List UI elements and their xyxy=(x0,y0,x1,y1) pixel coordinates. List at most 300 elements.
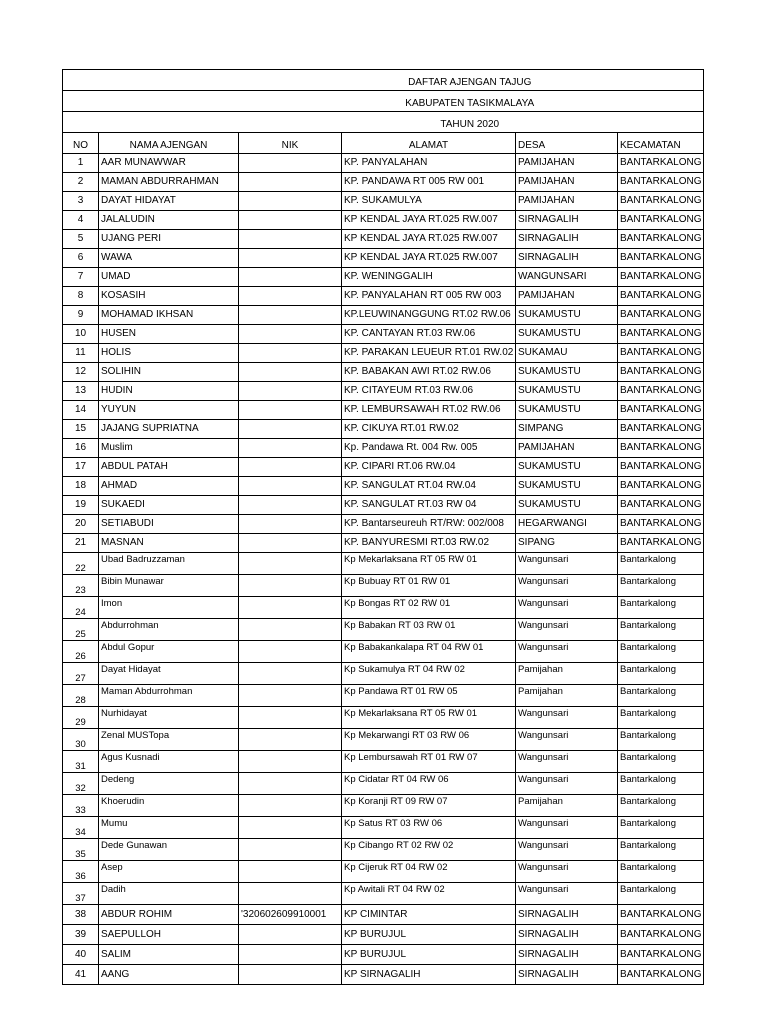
cell-nik[interactable] xyxy=(239,173,342,192)
cell-alamat[interactable]: Kp Awitali RT 04 RW 02 xyxy=(342,883,516,905)
table-row xyxy=(63,925,704,945)
table-row xyxy=(63,619,704,641)
cell-alamat[interactable]: KP KENDAL JAYA RT.025 RW.007 xyxy=(342,230,516,249)
cell-desa[interactable]: Wangunsari xyxy=(516,707,618,729)
cell-no[interactable]: 29 xyxy=(63,707,99,729)
table-row xyxy=(63,344,704,363)
cell-desa[interactable]: PAMIJAHAN xyxy=(516,154,618,173)
cell-desa[interactable]: SUKAMUSTU xyxy=(516,401,618,420)
cell-desa[interactable]: SIRNAGALIH xyxy=(516,965,618,985)
cell-nik[interactable] xyxy=(239,707,342,729)
cell-nik[interactable] xyxy=(239,883,342,905)
cell-desa[interactable]: PAMIJAHAN xyxy=(516,439,618,458)
cell-alamat[interactable]: Kp Sukamulya RT 04 RW 02 xyxy=(342,663,516,685)
table-row xyxy=(63,306,704,325)
cell-nama[interactable]: Agus Kusnadi xyxy=(99,751,239,773)
cell-alamat[interactable]: Kp Lembursawah RT 01 RW 07 xyxy=(342,751,516,773)
cell-nama[interactable]: ABDUR ROHIM xyxy=(99,905,239,925)
cell-kecamatan[interactable]: BANTARKALONG xyxy=(618,249,704,268)
cell-kecamatan[interactable]: BANTARKALONG xyxy=(618,458,704,477)
cell-no[interactable]: 8 xyxy=(63,287,99,306)
cell-kecamatan[interactable]: BANTARKALONG xyxy=(618,211,704,230)
cell-no[interactable]: 34 xyxy=(63,817,99,839)
cell-desa[interactable]: SIRNAGALIH xyxy=(516,945,618,965)
cell-desa[interactable]: HEGARWANGI xyxy=(516,515,618,534)
cell-kecamatan[interactable]: BANTARKALONG xyxy=(618,945,704,965)
cell-desa[interactable]: SIRNAGALIH xyxy=(516,230,618,249)
cell-alamat[interactable]: Kp Mekarlaksana RT 05 RW 01 xyxy=(342,553,516,575)
cell-nik[interactable] xyxy=(239,619,342,641)
cell-kecamatan[interactable]: Bantarkalong xyxy=(618,795,704,817)
cell-kecamatan[interactable]: Bantarkalong xyxy=(618,663,704,685)
cell-kecamatan[interactable]: Bantarkalong xyxy=(618,751,704,773)
cell-desa[interactable]: Wangunsari xyxy=(516,553,618,575)
cell-no[interactable]: 6 xyxy=(63,249,99,268)
table-row xyxy=(63,154,704,173)
cell-alamat[interactable]: Kp. Pandawa Rt. 004 Rw. 005 xyxy=(342,439,516,458)
table-row xyxy=(63,192,704,211)
cell-no[interactable]: 32 xyxy=(63,773,99,795)
cell-nama[interactable]: SUKAEDI xyxy=(99,496,239,515)
cell-kecamatan[interactable]: Bantarkalong xyxy=(618,729,704,751)
cell-nama[interactable]: YUYUN xyxy=(99,401,239,420)
cell-nama[interactable]: HUSEN xyxy=(99,325,239,344)
cell-alamat[interactable]: KP. CIPARI RT.06 RW.04 xyxy=(342,458,516,477)
cell-no[interactable]: 25 xyxy=(63,619,99,641)
cell-nama[interactable]: MOHAMAD IKHSAN xyxy=(99,306,239,325)
cell-alamat[interactable]: KP. PANDAWA RT 005 RW 001 xyxy=(342,173,516,192)
cell-alamat[interactable]: KP BURUJUL xyxy=(342,925,516,945)
cell-alamat[interactable]: KP.LEUWINANGGUNG RT.02 RW.06 xyxy=(342,306,516,325)
cell-no[interactable]: 19 xyxy=(63,496,99,515)
cell-alamat[interactable]: KP CIMINTAR xyxy=(342,905,516,925)
cell-alamat[interactable]: KP. PANYALAHAN RT 005 RW 003 xyxy=(342,287,516,306)
cell-no[interactable]: 27 xyxy=(63,663,99,685)
cell-alamat[interactable]: Kp Satus RT 03 RW 06 xyxy=(342,817,516,839)
report-title: DAFTAR AJENGAN TAJUG xyxy=(99,70,704,91)
cell-desa[interactable]: SIMPANG xyxy=(516,420,618,439)
cell-nik[interactable] xyxy=(239,382,342,401)
cell-kecamatan[interactable]: Bantarkalong xyxy=(618,707,704,729)
cell-no[interactable]: 37 xyxy=(63,883,99,905)
cell-desa[interactable]: Wangunsari xyxy=(516,839,618,861)
cell-desa[interactable]: Wangunsari xyxy=(516,729,618,751)
cell-desa[interactable]: Pamijahan xyxy=(516,663,618,685)
cell-no[interactable]: 2 xyxy=(63,173,99,192)
table-row xyxy=(63,515,704,534)
cell-nik[interactable] xyxy=(239,230,342,249)
cell-nama[interactable]: Asep xyxy=(99,861,239,883)
table-row xyxy=(63,173,704,192)
table-row xyxy=(63,439,704,458)
cell-kecamatan[interactable]: BANTARKALONG xyxy=(618,192,704,211)
table-row xyxy=(63,751,704,773)
table-row xyxy=(63,249,704,268)
cell-nama[interactable]: MASNAN xyxy=(99,534,239,553)
cell-desa[interactable]: SUKAMUSTU xyxy=(516,496,618,515)
cell-alamat[interactable]: KP SIRNAGALIH xyxy=(342,965,516,985)
cell-nik[interactable] xyxy=(239,458,342,477)
cell-no[interactable]: 41 xyxy=(63,965,99,985)
cell-nama[interactable]: MAMAN ABDURRAHMAN xyxy=(99,173,239,192)
cell-kecamatan[interactable]: BANTARKALONG xyxy=(618,325,704,344)
cell-no[interactable]: 7 xyxy=(63,268,99,287)
cell-alamat[interactable]: KP KENDAL JAYA RT.025 RW.007 xyxy=(342,211,516,230)
cell-no[interactable]: 30 xyxy=(63,729,99,751)
cell-nik[interactable] xyxy=(239,817,342,839)
col-header-alamat[interactable]: ALAMAT xyxy=(342,133,516,154)
region-spacer xyxy=(63,91,99,112)
cell-nama[interactable]: Dede Gunawan xyxy=(99,839,239,861)
cell-alamat[interactable]: KP. PANYALAHAN xyxy=(342,154,516,173)
cell-nik[interactable] xyxy=(239,534,342,553)
cell-nama[interactable]: Ubad Badruzzaman xyxy=(99,553,239,575)
table-row xyxy=(63,839,704,861)
cell-no[interactable]: 22 xyxy=(63,553,99,575)
cell-nik[interactable] xyxy=(239,575,342,597)
cell-no[interactable]: 4 xyxy=(63,211,99,230)
cell-nama[interactable]: Dadih xyxy=(99,883,239,905)
cell-desa[interactable]: Pamijahan xyxy=(516,795,618,817)
cell-alamat[interactable]: KP KENDAL JAYA RT.025 RW.007 xyxy=(342,249,516,268)
cell-no[interactable]: 33 xyxy=(63,795,99,817)
cell-kecamatan[interactable]: Bantarkalong xyxy=(618,553,704,575)
cell-nik[interactable] xyxy=(239,795,342,817)
cell-nik[interactable] xyxy=(239,965,342,985)
cell-nama[interactable]: Dedeng xyxy=(99,773,239,795)
cell-desa[interactable]: Wangunsari xyxy=(516,773,618,795)
col-header-nama[interactable]: NAMA AJENGAN xyxy=(99,133,239,154)
cell-alamat[interactable]: KP. SANGULAT RT.03 RW 04 xyxy=(342,496,516,515)
cell-nama[interactable]: JALALUDIN xyxy=(99,211,239,230)
cell-nama[interactable]: Mumu xyxy=(99,817,239,839)
cell-nik[interactable] xyxy=(239,515,342,534)
cell-nama[interactable]: UJANG PERI xyxy=(99,230,239,249)
cell-kecamatan[interactable]: BANTARKALONG xyxy=(618,496,704,515)
cell-nik[interactable] xyxy=(239,420,342,439)
cell-desa[interactable]: WANGUNSARI xyxy=(516,268,618,287)
cell-no[interactable]: 12 xyxy=(63,363,99,382)
table-row xyxy=(63,496,704,515)
cell-desa[interactable]: SIRNAGALIH xyxy=(516,925,618,945)
cell-nik[interactable] xyxy=(239,439,342,458)
report-year: TAHUN 2020 xyxy=(99,112,704,133)
cell-nik[interactable] xyxy=(239,249,342,268)
table-row xyxy=(63,597,704,619)
cell-desa[interactable]: SUKAMUSTU xyxy=(516,325,618,344)
cell-desa[interactable]: Wangunsari xyxy=(516,751,618,773)
cell-nik[interactable] xyxy=(239,306,342,325)
cell-nama[interactable]: WAWA xyxy=(99,249,239,268)
cell-nik[interactable] xyxy=(239,685,342,707)
ajengan-table xyxy=(62,69,704,985)
cell-alamat[interactable]: KP. CANTAYAN RT.03 RW.06 xyxy=(342,325,516,344)
cell-nik[interactable] xyxy=(239,401,342,420)
cell-no[interactable]: 40 xyxy=(63,945,99,965)
cell-nama[interactable]: HOLIS xyxy=(99,344,239,363)
cell-nama[interactable]: Maman Abdurrohman xyxy=(99,685,239,707)
cell-kecamatan[interactable]: BANTARKALONG xyxy=(618,268,704,287)
table-row xyxy=(63,861,704,883)
cell-nama[interactable]: SALIM xyxy=(99,945,239,965)
cell-alamat[interactable]: Kp Cibango RT 02 RW 02 xyxy=(342,839,516,861)
cell-nik[interactable] xyxy=(239,729,342,751)
cell-nik[interactable] xyxy=(239,496,342,515)
table-row xyxy=(63,382,704,401)
cell-alamat[interactable]: KP. BANYURESMI RT.03 RW.02 xyxy=(342,534,516,553)
cell-nik[interactable] xyxy=(239,211,342,230)
cell-kecamatan[interactable]: Bantarkalong xyxy=(618,817,704,839)
table-row xyxy=(63,641,704,663)
table-row xyxy=(63,685,704,707)
cell-alamat[interactable]: Kp Cidatar RT 04 RW 06 xyxy=(342,773,516,795)
col-header-desa[interactable]: DESA xyxy=(516,133,618,154)
cell-no[interactable]: 35 xyxy=(63,839,99,861)
cell-desa[interactable]: PAMIJAHAN xyxy=(516,192,618,211)
cell-nik[interactable] xyxy=(239,325,342,344)
cell-no[interactable]: 18 xyxy=(63,477,99,496)
cell-nik[interactable] xyxy=(239,773,342,795)
cell-alamat[interactable]: KP. SUKAMULYA xyxy=(342,192,516,211)
cell-kecamatan[interactable]: BANTARKALONG xyxy=(618,230,704,249)
cell-nama[interactable]: Nurhidayat xyxy=(99,707,239,729)
cell-nama[interactable]: Muslim xyxy=(99,439,239,458)
ajengan-spreadsheet xyxy=(62,69,703,985)
table-row xyxy=(63,729,704,751)
cell-alamat[interactable]: KP. CITAYEUM RT.03 RW.06 xyxy=(342,382,516,401)
cell-no[interactable]: 31 xyxy=(63,751,99,773)
cell-no[interactable]: 20 xyxy=(63,515,99,534)
table-row xyxy=(63,420,704,439)
cell-no[interactable]: 36 xyxy=(63,861,99,883)
cell-desa[interactable]: Wangunsari xyxy=(516,575,618,597)
cell-kecamatan[interactable]: Bantarkalong xyxy=(618,641,704,663)
cell-alamat[interactable]: KP BURUJUL xyxy=(342,945,516,965)
cell-no[interactable]: 3 xyxy=(63,192,99,211)
cell-kecamatan[interactable]: BANTARKALONG xyxy=(618,287,704,306)
table-row xyxy=(63,575,704,597)
cell-no[interactable]: 38 xyxy=(63,905,99,925)
cell-kecamatan[interactable]: Bantarkalong xyxy=(618,575,704,597)
cell-desa[interactable]: Wangunsari xyxy=(516,861,618,883)
table-row xyxy=(63,965,704,985)
cell-nama[interactable]: AAR MUNAWWAR xyxy=(99,154,239,173)
cell-nama[interactable]: ABDUL PATAH xyxy=(99,458,239,477)
table-row xyxy=(63,534,704,553)
cell-desa[interactable]: Wangunsari xyxy=(516,641,618,663)
cell-no[interactable]: 1 xyxy=(63,154,99,173)
cell-desa[interactable]: SIRNAGALIH xyxy=(516,211,618,230)
cell-no[interactable]: 23 xyxy=(63,575,99,597)
cell-nik[interactable] xyxy=(239,663,342,685)
cell-kecamatan[interactable]: Bantarkalong xyxy=(618,839,704,861)
cell-nama[interactable]: Abdurrohman xyxy=(99,619,239,641)
cell-desa[interactable]: Wangunsari xyxy=(516,883,618,905)
cell-kecamatan[interactable]: BANTARKALONG xyxy=(618,515,704,534)
cell-alamat[interactable]: Kp Babakan RT 03 RW 01 xyxy=(342,619,516,641)
cell-desa[interactable]: SIRNAGALIH xyxy=(516,905,618,925)
cell-nama[interactable]: Dayat Hidayat xyxy=(99,663,239,685)
cell-kecamatan[interactable]: BANTARKALONG xyxy=(618,344,704,363)
cell-nik[interactable] xyxy=(239,751,342,773)
cell-desa[interactable]: Wangunsari xyxy=(516,597,618,619)
report-region: KABUPATEN TASIKMALAYA xyxy=(99,91,704,112)
cell-nama[interactable]: Khoerudin xyxy=(99,795,239,817)
cell-kecamatan[interactable]: Bantarkalong xyxy=(618,773,704,795)
cell-nama[interactable]: Zenal MUSTopa xyxy=(99,729,239,751)
table-row xyxy=(63,553,704,575)
cell-desa[interactable]: SUKAMUSTU xyxy=(516,382,618,401)
cell-alamat[interactable]: KP. PARAKAN LEUEUR RT.01 RW.02 xyxy=(342,344,516,363)
cell-desa[interactable]: Wangunsari xyxy=(516,619,618,641)
table-row xyxy=(63,268,704,287)
cell-desa[interactable]: SUKAMUSTU xyxy=(516,363,618,382)
table-row xyxy=(63,883,704,905)
cell-alamat[interactable]: KP. LEMBURSAWAH RT.02 RW.06 xyxy=(342,401,516,420)
cell-no[interactable]: 5 xyxy=(63,230,99,249)
table-row xyxy=(63,477,704,496)
cell-nik[interactable] xyxy=(239,861,342,883)
cell-kecamatan[interactable]: BANTARKALONG xyxy=(618,439,704,458)
cell-no[interactable]: 10 xyxy=(63,325,99,344)
cell-nama[interactable]: DAYAT HIDAYAT xyxy=(99,192,239,211)
cell-alamat[interactable]: Kp Koranji RT 09 RW 07 xyxy=(342,795,516,817)
cell-alamat[interactable]: KP. WENINGGALIH xyxy=(342,268,516,287)
table-row xyxy=(63,795,704,817)
cell-kecamatan[interactable]: BANTARKALONG xyxy=(618,965,704,985)
cell-nama[interactable]: Imon xyxy=(99,597,239,619)
cell-nik[interactable] xyxy=(239,192,342,211)
col-header-nik[interactable]: NIK xyxy=(239,133,342,154)
cell-alamat[interactable]: Kp Babakankalapa RT 04 RW 01 xyxy=(342,641,516,663)
col-header-kecamatan[interactable]: KECAMATAN xyxy=(618,133,704,154)
cell-nama[interactable]: SOLIHIN xyxy=(99,363,239,382)
cell-kecamatan[interactable]: BANTARKALONG xyxy=(618,477,704,496)
cell-nik[interactable] xyxy=(239,363,342,382)
cell-nama[interactable]: JAJANG SUPRIATNA xyxy=(99,420,239,439)
cell-nik[interactable] xyxy=(239,597,342,619)
table-row xyxy=(63,230,704,249)
cell-nik[interactable] xyxy=(239,925,342,945)
cell-desa[interactable]: PAMIJAHAN xyxy=(516,287,618,306)
cell-nik[interactable] xyxy=(239,154,342,173)
cell-kecamatan[interactable]: Bantarkalong xyxy=(618,883,704,905)
cell-nama[interactable]: KOSASIH xyxy=(99,287,239,306)
cell-no[interactable]: 15 xyxy=(63,420,99,439)
cell-desa[interactable]: SUKAMUSTU xyxy=(516,458,618,477)
cell-no[interactable]: 24 xyxy=(63,597,99,619)
cell-kecamatan[interactable]: BANTARKALONG xyxy=(618,420,704,439)
cell-nama[interactable]: SETIABUDI xyxy=(99,515,239,534)
table-row xyxy=(63,325,704,344)
cell-kecamatan[interactable]: BANTARKALONG xyxy=(618,154,704,173)
cell-alamat[interactable]: Kp Mekarwangi RT 03 RW 06 xyxy=(342,729,516,751)
title-spacer xyxy=(63,70,99,91)
cell-kecamatan[interactable]: Bantarkalong xyxy=(618,685,704,707)
col-header-no[interactable]: NO xyxy=(63,133,99,154)
cell-alamat[interactable]: KP. BABAKAN AWI RT.02 RW.06 xyxy=(342,363,516,382)
cell-desa[interactable]: Pamijahan xyxy=(516,685,618,707)
cell-no[interactable]: 26 xyxy=(63,641,99,663)
cell-no[interactable]: 9 xyxy=(63,306,99,325)
cell-nik[interactable] xyxy=(239,945,342,965)
cell-no[interactable]: 17 xyxy=(63,458,99,477)
cell-nama[interactable]: HUDIN xyxy=(99,382,239,401)
cell-nama[interactable]: AANG xyxy=(99,965,239,985)
cell-kecamatan[interactable]: BANTARKALONG xyxy=(618,382,704,401)
table-row xyxy=(63,363,704,382)
cell-nama[interactable]: SAEPULLOH xyxy=(99,925,239,945)
cell-alamat[interactable]: Kp Cijeruk RT 04 RW 02 xyxy=(342,861,516,883)
table-row xyxy=(63,707,704,729)
cell-nik[interactable] xyxy=(239,553,342,575)
cell-no[interactable]: 13 xyxy=(63,382,99,401)
cell-kecamatan[interactable]: BANTARKALONG xyxy=(618,905,704,925)
cell-no[interactable]: 14 xyxy=(63,401,99,420)
cell-no[interactable]: 16 xyxy=(63,439,99,458)
cell-no[interactable]: 21 xyxy=(63,534,99,553)
cell-nik[interactable] xyxy=(239,477,342,496)
cell-alamat[interactable]: Kp Bongas RT 02 RW 01 xyxy=(342,597,516,619)
cell-kecamatan[interactable]: BANTARKALONG xyxy=(618,534,704,553)
cell-alamat[interactable]: Kp Mekarlaksana RT 05 RW 01 xyxy=(342,707,516,729)
cell-desa[interactable]: PAMIJAHAN xyxy=(516,173,618,192)
cell-nama[interactable]: AHMAD xyxy=(99,477,239,496)
cell-alamat[interactable]: Kp Bubuay RT 01 RW 01 xyxy=(342,575,516,597)
cell-alamat[interactable]: KP. SANGULAT RT.04 RW.04 xyxy=(342,477,516,496)
cell-nik[interactable]: '320602609910001 xyxy=(239,905,342,925)
cell-nik[interactable] xyxy=(239,641,342,663)
table-row xyxy=(63,211,704,230)
cell-nik[interactable] xyxy=(239,287,342,306)
cell-desa[interactable]: SUKAMAU xyxy=(516,344,618,363)
table-row xyxy=(63,458,704,477)
cell-desa[interactable]: SUKAMUSTU xyxy=(516,306,618,325)
cell-alamat[interactable]: KP. CIKUYA RT.01 RW.02 xyxy=(342,420,516,439)
cell-kecamatan[interactable]: BANTARKALONG xyxy=(618,306,704,325)
cell-kecamatan[interactable]: BANTARKALONG xyxy=(618,925,704,945)
cell-kecamatan[interactable]: Bantarkalong xyxy=(618,861,704,883)
cell-kecamatan[interactable]: Bantarkalong xyxy=(618,619,704,641)
cell-no[interactable]: 11 xyxy=(63,344,99,363)
cell-kecamatan[interactable]: BANTARKALONG xyxy=(618,173,704,192)
cell-no[interactable]: 28 xyxy=(63,685,99,707)
cell-desa[interactable]: SIRNAGALIH xyxy=(516,249,618,268)
cell-nik[interactable] xyxy=(239,839,342,861)
cell-desa[interactable]: Wangunsari xyxy=(516,817,618,839)
cell-alamat[interactable]: Kp Pandawa RT 01 RW 05 xyxy=(342,685,516,707)
cell-kecamatan[interactable]: BANTARKALONG xyxy=(618,363,704,382)
column-header-row xyxy=(63,133,704,154)
cell-kecamatan[interactable]: Bantarkalong xyxy=(618,597,704,619)
cell-desa[interactable]: SUKAMUSTU xyxy=(516,477,618,496)
table-row xyxy=(63,945,704,965)
table-row xyxy=(63,287,704,306)
cell-nik[interactable] xyxy=(239,344,342,363)
cell-nik[interactable] xyxy=(239,268,342,287)
table-row xyxy=(63,817,704,839)
cell-no[interactable]: 39 xyxy=(63,925,99,945)
cell-nama[interactable]: Abdul Gopur xyxy=(99,641,239,663)
cell-nama[interactable]: Bibin Munawar xyxy=(99,575,239,597)
table-row xyxy=(63,663,704,685)
cell-kecamatan[interactable]: BANTARKALONG xyxy=(618,401,704,420)
cell-alamat[interactable]: KP. Bantarseureuh RT/RW: 002/008 xyxy=(342,515,516,534)
cell-desa[interactable]: SIPANG xyxy=(516,534,618,553)
table-row xyxy=(63,401,704,420)
cell-nama[interactable]: UMAD xyxy=(99,268,239,287)
table-row xyxy=(63,773,704,795)
